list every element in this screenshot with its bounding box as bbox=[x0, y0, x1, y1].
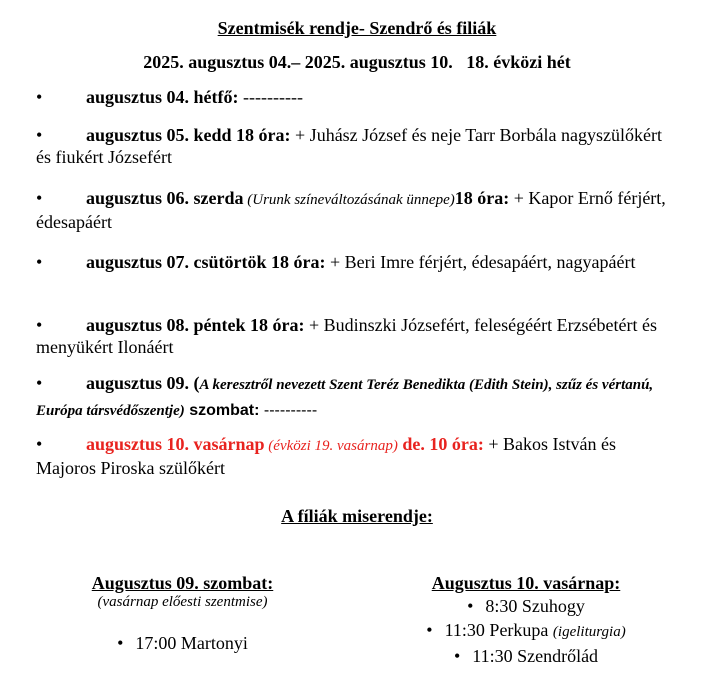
feast-name: A keresztről nevezett Szent Teréz Benedikta (Edith Stein), szűz és vértanú, Európa társvédőszentje) bbox=[36, 377, 654, 419]
mass-note: (igeliturgia) bbox=[552, 624, 626, 640]
day-label: augusztus 04. hétfő: bbox=[86, 87, 239, 107]
list-item bbox=[36, 371, 676, 423]
saturday-note: (vasárnap előesti szentmise) bbox=[97, 594, 268, 610]
bullet-icon: • bbox=[36, 87, 43, 107]
feast-name: (évközi 19. vasárnap) bbox=[264, 438, 398, 454]
day-label: augusztus 09. ( bbox=[86, 373, 200, 393]
mass-time: 18 óra: bbox=[454, 188, 510, 208]
bullet-icon: • bbox=[453, 646, 461, 666]
sunday-column bbox=[400, 573, 652, 668]
intention-text: ---------- bbox=[259, 402, 318, 419]
bullet-icon: • bbox=[426, 620, 433, 640]
bullet-icon: • bbox=[467, 596, 474, 616]
bullet-icon: • bbox=[117, 633, 124, 653]
mass-entry: 11:30 Szendrőlád bbox=[472, 646, 599, 666]
bullet-icon: • bbox=[36, 188, 43, 208]
intention-text: ---------- bbox=[238, 87, 303, 107]
week-range: 2025. augusztus 04.– 2025. augusztus 10. 18. évközi hét bbox=[143, 52, 571, 72]
intention-text: + Juhász József és neje Tarr Borbála nagyszülőkért és fiukért Józsefért bbox=[36, 125, 662, 167]
day-label: augusztus 05. kedd 18 óra: bbox=[86, 125, 291, 145]
day-label: augusztus 10. vasárnap bbox=[86, 434, 265, 454]
day-label: augusztus 08. péntek 18 óra: bbox=[86, 315, 305, 335]
sunday-title: Augusztus 10. vasárnap: bbox=[431, 573, 621, 593]
bullet-icon: • bbox=[36, 125, 43, 145]
mass-time: szombat: bbox=[184, 402, 260, 419]
list-item bbox=[400, 644, 652, 668]
mass-entry: 11:30 Perkupa bbox=[444, 620, 553, 640]
list-item bbox=[400, 618, 652, 644]
day-label: augusztus 06. szerda bbox=[86, 188, 244, 208]
feast-name: (Urunk színeváltozásának ünnepe) bbox=[243, 192, 455, 208]
bullet-icon: • bbox=[36, 252, 43, 272]
filiak-heading: A fíliák miserendje: bbox=[281, 506, 433, 526]
saturday-title: Augusztus 09. szombat: bbox=[91, 573, 274, 593]
list-item bbox=[60, 631, 305, 655]
intention-text: + Bakos István és Majoros Piroska szülőkért bbox=[36, 434, 616, 478]
intention-text: + Budinszki Józsefért, feleségéért Erzsébetért és menyükért Ilonáért bbox=[36, 315, 658, 357]
bullet-icon: • bbox=[36, 373, 43, 393]
list-item bbox=[36, 251, 676, 273]
mass-entry: 8:30 Szuhogy bbox=[485, 596, 585, 616]
bullet-icon: • bbox=[36, 434, 43, 454]
intention-text: + Beri Imre férjért, édesapáért, nagyapáért bbox=[325, 252, 636, 272]
mass-time: de. 10 óra: bbox=[397, 434, 484, 454]
list-item bbox=[36, 86, 676, 108]
list-item bbox=[36, 433, 676, 479]
saturday-column bbox=[60, 573, 305, 655]
bullet-icon: • bbox=[36, 315, 43, 335]
page-title: Szentmisék rendje- Szendrő és filiák bbox=[217, 18, 497, 38]
list-item bbox=[400, 594, 652, 618]
mass-entry: 17:00 Martonyi bbox=[135, 633, 248, 653]
list-item bbox=[36, 314, 676, 358]
list-item bbox=[36, 124, 676, 168]
day-label: augusztus 07. csütörtök 18 óra: bbox=[86, 252, 326, 272]
intention-text: + Kapor Ernő férjért, édesapáért bbox=[36, 188, 666, 232]
list-item bbox=[36, 187, 676, 233]
